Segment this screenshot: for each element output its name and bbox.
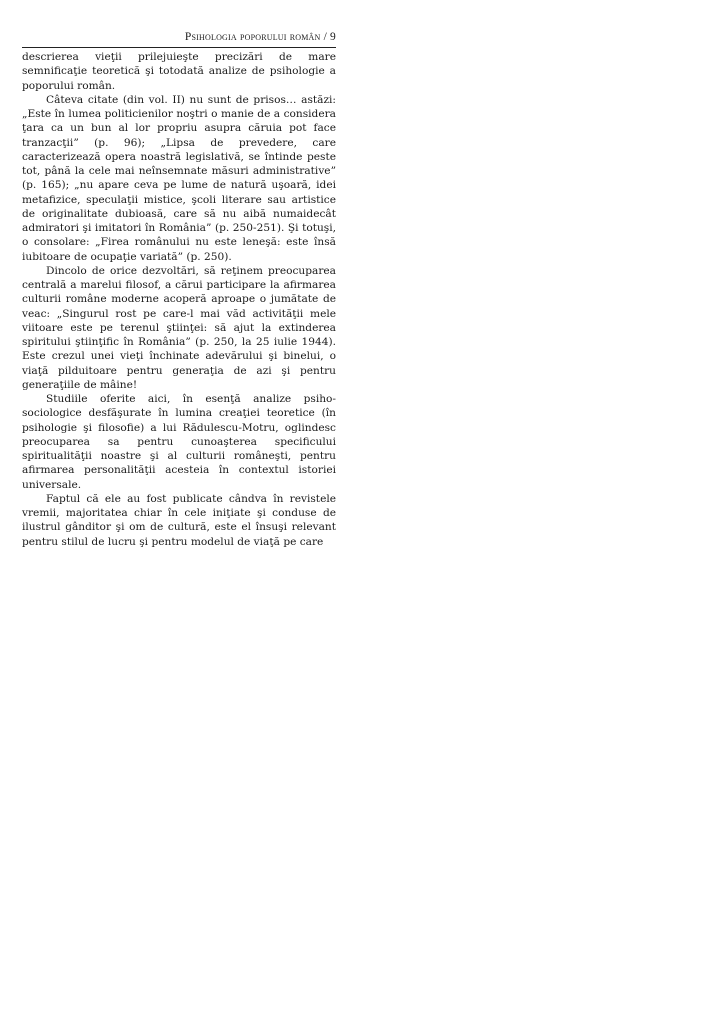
paragraph: Faptul că ele au fost publicate cândva în revistele vremii, majoritatea chiar în cele iniţiate şi conduse de ilustrul gânditor şi om de cultură, este el însuşi relevant pentru stilul de lucru şi pentru modelul de viaţă pe care bbox=[22, 492, 336, 548]
paragraph: Câteva citate (din vol. II) nu sunt de prisos… astăzi: „Este în lumea politicienilor noştri o manie de a considera ţara ca un bun al lor propriu asupra căruia pot face tranzacţii” (p. 96); „Lipsa de prevedere, care caracterizează opera noastră legislativă, se întinde peste tot, până la cele mai neînsemnate măsuri administrative” (p. 165); „nu apare ceva pe lume de natură uşoară, idei metafizice, speculaţii mistice, şcoli literare sau artistice de originalitate dubioasă, care să nu aibă numaidecât admiratori şi imitatori în România” (p. 250-251). Şi totuşi, o consolare: „Firea românului nu este leneşă: este însă iubitoare de ocupaţie variată” (p. 250). bbox=[22, 93, 336, 263]
header-rule bbox=[22, 47, 336, 48]
paragraph-continued: descrierea vieţii prilejuieşte precizări de mare semnificaţie teoretică şi totodată analize de psihologie a poporului român. bbox=[22, 51, 336, 92]
paragraph: Studiile oferite aici, în esenţă analize psiho-sociologice desfăşurate în lumina creaţiei teoretice (în psihologie şi filosofie) a lui Rădulescu-Motru, oglindesc preocuparea sa pentru cunoaşterea specificului spiritualităţii noastre şi al culturii româneşti, pentru afirmarea personalităţii acesteia în contextul istoriei universale. bbox=[22, 393, 336, 491]
body-text bbox=[22, 50, 336, 549]
paragraph: Dincolo de orice dezvoltări, să reţinem preocuparea centrală a marelui filosof, a cărui participare la afirmarea culturii române moderne acoperă aproape o jumătate de veac: „Singurul rost pe care-l mai văd activităţii mele viitoare este pe terenul ştiinţei: să ajut la extinderea spiritului ştiinţific în România” (p. 250, la 25 iulie 1944). Este crezul unei vieţi închinate adevărului şi binelui, o viaţă pilduitoare pentru generaţia de azi şi pentru generaţiile de mâine! bbox=[22, 264, 336, 391]
running-head: Psihologia poporului român / 9 bbox=[184, 31, 336, 43]
